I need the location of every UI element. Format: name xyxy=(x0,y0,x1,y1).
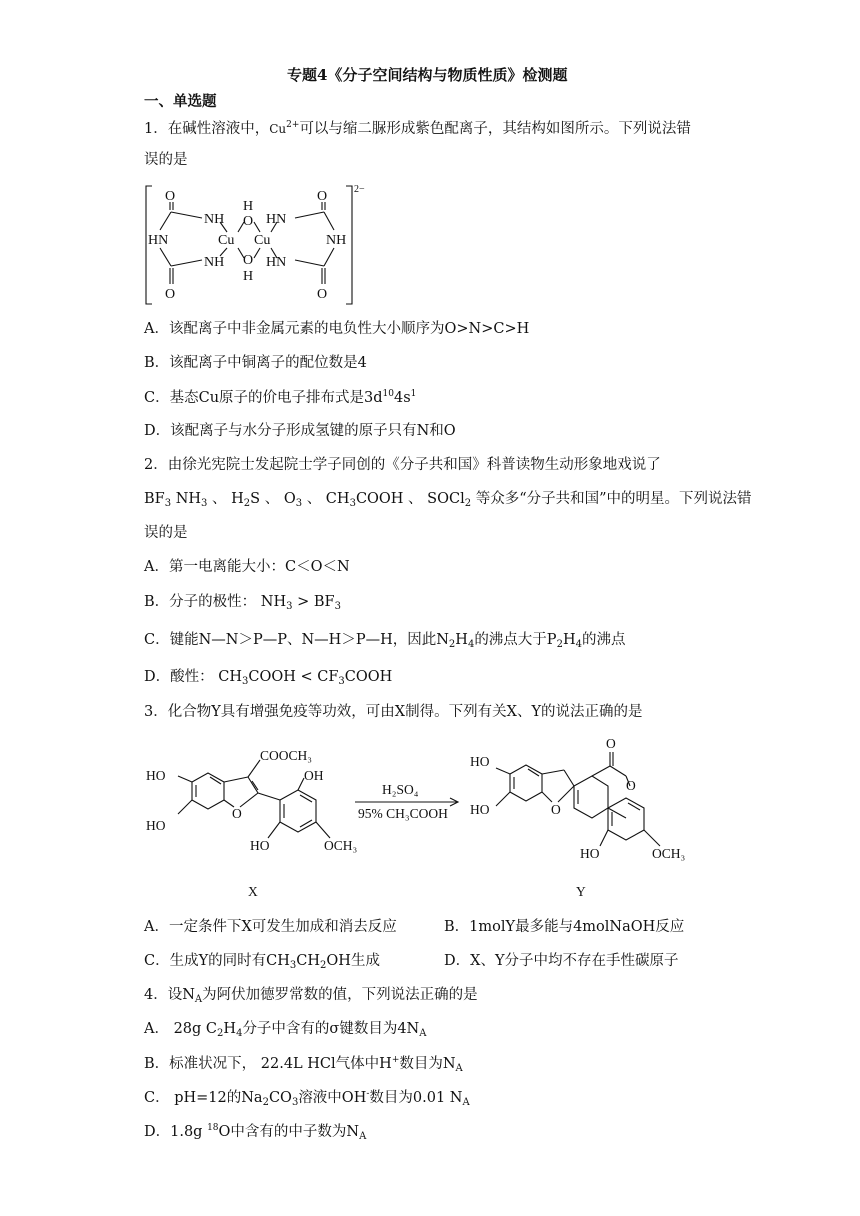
q1-option-d: D．该配离子与水分子形成氢键的原子只有N和O xyxy=(144,423,456,439)
q2-stem-line2: $BF_3$ $NH_3$ 、 $H_2S$ 、 $O_3$ 、 $CH_3COOH$ 、 SOCl$_2$ 等众多“分子共和国”中的明星。下列说法错 xyxy=(144,491,752,509)
y-group: O xyxy=(551,802,561,817)
q4-option-c: C． pH=12的$Na_2CO_3$溶液中OH-数目为0.01 $N_A$ xyxy=(144,1089,470,1108)
x-group: O xyxy=(232,806,242,821)
atom-nh: NH xyxy=(204,255,225,270)
y-group: HO xyxy=(470,754,490,769)
atom-cu: Cu xyxy=(254,233,271,248)
q4-option-a: A． 28g $C_2H_4$分子中含有的σ键数目为$4N_A$ xyxy=(144,1021,427,1039)
q4-option-b: B．标准状况下， 22.4L HCl气体中H+数目为$N_A$ xyxy=(144,1055,463,1074)
x-group: HO xyxy=(250,838,270,853)
x-group: COOCH₃ xyxy=(260,748,312,763)
y-group: HO xyxy=(470,802,490,817)
atom-h: H xyxy=(243,199,254,214)
atom-o: O xyxy=(165,189,176,204)
atom-o: O xyxy=(317,189,328,204)
x-group: OCH₃ xyxy=(324,838,358,853)
atom-hn: HN xyxy=(148,233,169,248)
reaction-reagent: 95% CH₃COOH xyxy=(358,806,448,821)
q3-option-b: B．1molY最多能与4molNaOH反应 xyxy=(444,919,685,935)
atom-hn: HN xyxy=(266,255,287,270)
atom-o: O xyxy=(243,253,254,268)
page-title: 专题4《分子空间结构与物质性质》检测题 xyxy=(287,66,568,84)
q1-option-b: B．该配离子中铜离子的配位数是4 xyxy=(144,355,367,371)
reaction-reagent: H₂SO₄ xyxy=(382,782,419,797)
ion-charge: 2− xyxy=(354,184,365,195)
q2-option-b: B．分子的极性： $NH_3 > BF_3$ xyxy=(144,594,341,612)
q2-option-d: D．酸性： $CH_3COOH$ < $CF_3COOH$ xyxy=(144,669,393,687)
atom-h: H xyxy=(243,269,254,284)
q3-stem: 3．化合物Y具有增强免疫等功效，可由X制得。下列有关X、Y的说法正确的是 xyxy=(144,704,643,720)
atom-o: O xyxy=(243,214,254,229)
q2-option-a: A．第一电离能大小：C＜O＜N xyxy=(144,559,350,575)
q2-option-c: C．键能N—N＞P—P、N—H＞P—H，因此$N_2H_4$的沸点大于$P_2H_4$的沸点 xyxy=(144,632,626,650)
y-group: HO xyxy=(580,846,600,861)
atom-cu: Cu xyxy=(218,233,235,248)
q2-stem-line3: 误的是 xyxy=(144,525,188,541)
atom-nh: NH xyxy=(204,212,225,227)
q1-option-c: C．基态Cu原子的价电子排布式是$3d^{10}4s^1$ xyxy=(144,389,417,406)
x-group: HO xyxy=(146,818,166,833)
compound-label-y: Y xyxy=(576,884,586,899)
compound-label-x: X xyxy=(248,884,258,899)
x-group: HO xyxy=(146,768,166,783)
q3-option-c: C．生成Y的同时有$CH_3CH_2OH$生成 xyxy=(144,953,380,971)
q1-option-a: A．该配离子中非金属元素的电负性大小顺序为O>N>C>H xyxy=(144,321,530,337)
atom-hn: HN xyxy=(266,212,287,227)
q3-option-d: D．X、Y分子中均不存在手性碳原子 xyxy=(444,953,679,969)
q3-option-a: A．一定条件下X可发生加成和消去反应 xyxy=(144,919,397,935)
q1-stem-line1: 1．在碱性溶液中，$Cu^{2+}$可以与缩二脲形成紫色配离子，其结构如图所示。下列说法错 xyxy=(144,120,691,137)
atom-o: O xyxy=(165,287,176,302)
y-group: O xyxy=(606,736,616,751)
q3-reaction-scheme xyxy=(140,730,720,905)
q2-stem-line1: 2．由徐光宪院士发起院士学子同创的《分子共和国》科普读物生动形象地戏说了 xyxy=(144,457,661,473)
q4-option-d: D．1.8g $^{18}$O中含有的中子数为$N_A$ xyxy=(144,1123,367,1142)
q1-structure-figure xyxy=(140,180,380,310)
y-group: O xyxy=(626,778,636,793)
x-group: OH xyxy=(304,768,324,783)
q1-stem-line2: 误的是 xyxy=(144,152,188,168)
q4-stem: 4．设$N_A$为阿伏加德罗常数的值，下列说法正确的是 xyxy=(144,987,478,1005)
section-heading: 一、单选题 xyxy=(144,93,217,110)
atom-nh: NH xyxy=(326,233,347,248)
atom-o: O xyxy=(317,287,328,302)
y-group: OCH₃ xyxy=(652,846,686,861)
